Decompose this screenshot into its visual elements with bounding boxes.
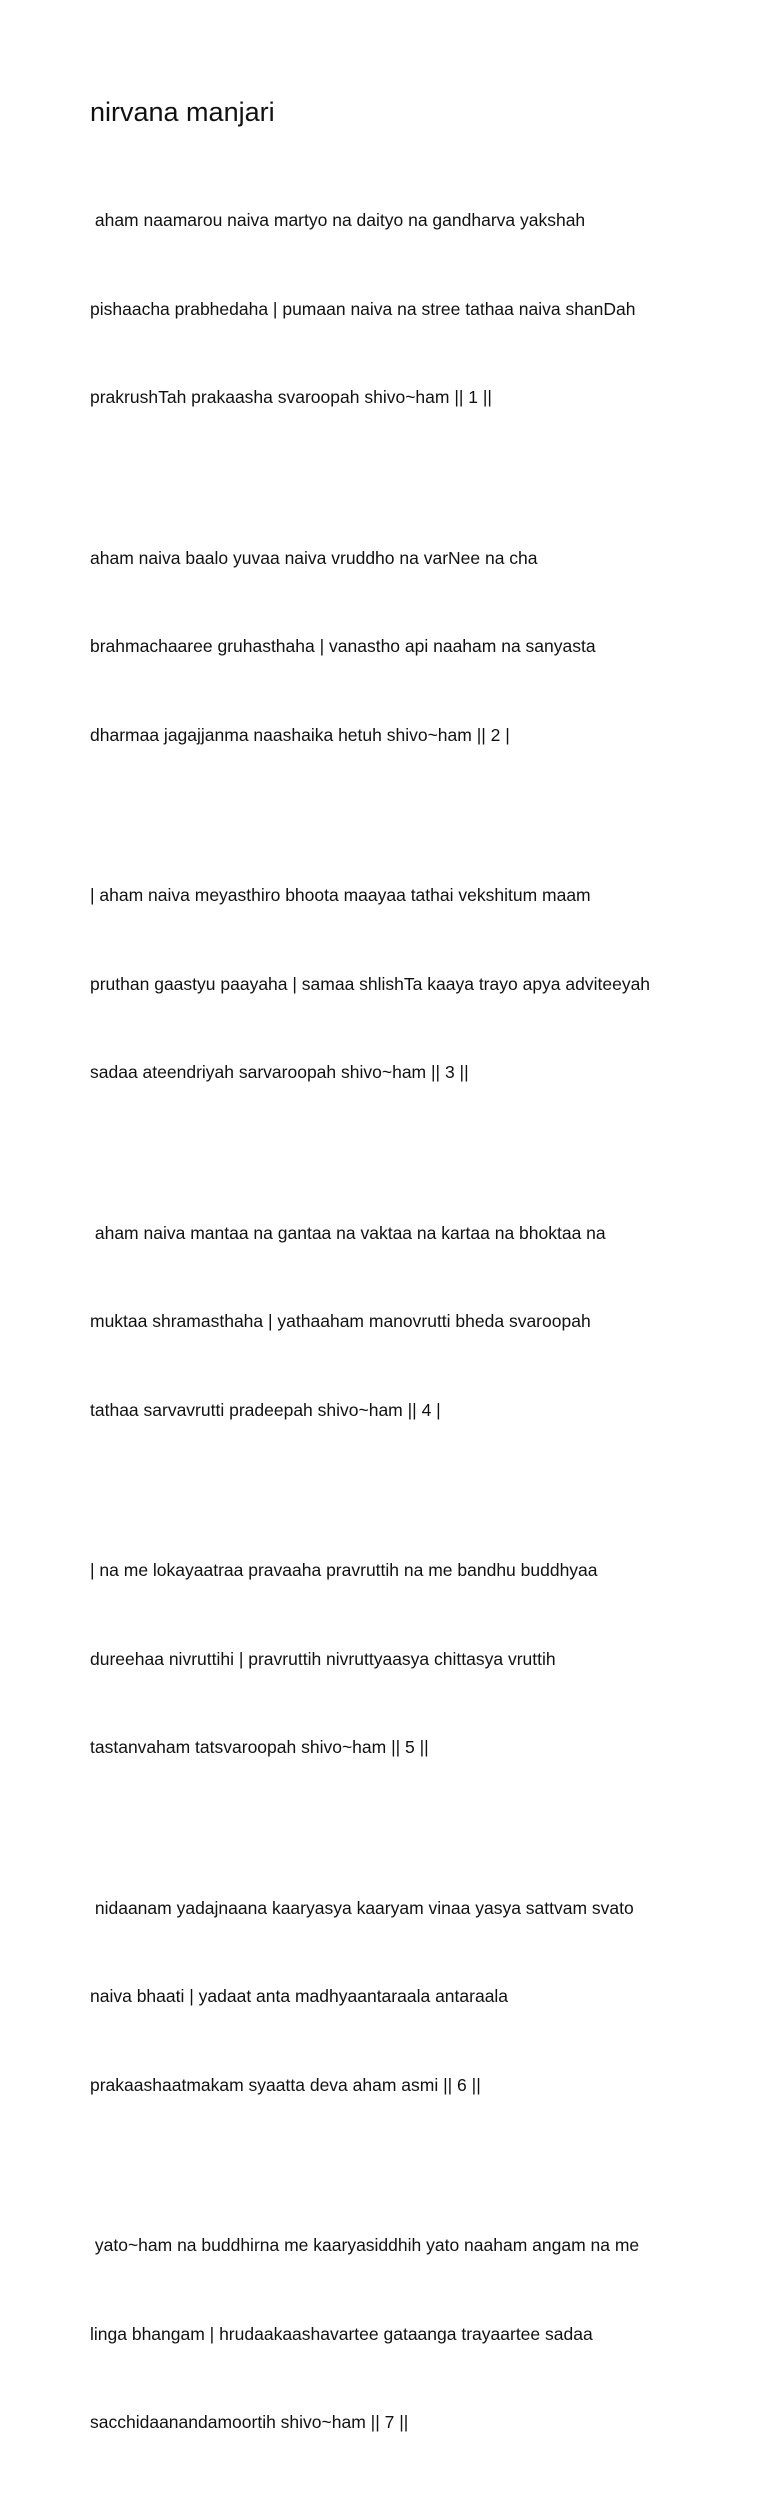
verse-line: | aham naiva meyasthiro bhoota maayaa tathai vekshitum maam	[90, 885, 591, 905]
verse-paragraph	[90, 2172, 690, 2497]
verse-line: aham naiva mantaa na gantaa na vaktaa na kartaa na bhoktaa na	[90, 1222, 606, 1243]
verse-line: nidaanam yadajnaana kaaryasya kaaryam vinaa yasya sattvam svato	[90, 1897, 634, 1918]
verse-line: pruthan gaastyu paayaha | samaa shlishTa kaaya trayo apya adviteeyah	[90, 973, 651, 994]
verse-paragraph	[90, 485, 690, 810]
verse-line: tastanvaham tatsvaroopah shivo~ham || 5 ||	[90, 1737, 429, 1757]
document-page	[90, 94, 690, 2510]
verse-line: muktaa shramasthaha | yathaaham manovrutti bheda svaroopah	[90, 1311, 591, 1331]
verse-line: prakrushTah prakaasha svaroopah shivo~ham || 1 ||	[90, 387, 492, 407]
verse-paragraph	[90, 147, 690, 472]
verse-line: tathaa sarvavrutti pradeepah shivo~ham || 4 |	[90, 1399, 441, 1420]
verse-paragraph	[90, 822, 690, 1147]
verse-paragraph	[90, 1835, 690, 2160]
verse-paragraph	[90, 1160, 690, 1485]
verse-line: | na me lokayaatraa pravaaha pravruttih na me bandhu buddhyaa	[90, 1560, 598, 1580]
verse-line: linga bhangam | hrudaakaashavartee gataanga trayaartee sadaa	[90, 2323, 593, 2344]
verse-line: aham naiva baalo yuvaa naiva vruddho na varNee na cha	[90, 547, 538, 568]
verse-paragraph	[90, 1497, 690, 1822]
verse-line: brahmachaaree gruhasthaha | vanastho api naaham na sanyasta	[90, 636, 596, 656]
verse-line: pishaacha prabhedaha | pumaan naiva na stree tathaa naiva shanDah	[90, 298, 636, 319]
verse-line: sadaa ateendriyah sarvaroopah shivo~ham || 3 ||	[90, 1062, 469, 1082]
document-title: nirvana manjari	[90, 97, 275, 127]
verse-line: yato~ham na buddhirna me kaaryasiddhih yato naaham angam na me	[90, 2235, 640, 2255]
verse-line: dharmaa jagajjanma naashaika hetuh shivo~ham || 2 |	[90, 724, 510, 745]
verse-line: prakaashaatmakam syaatta deva aham asmi || 6 ||	[90, 2074, 481, 2095]
verse-line: aham naamarou naiva martyo na daityo na gandharva yakshah	[90, 210, 586, 230]
verse-line: sacchidaanandamoortih shivo~ham || 7 ||	[90, 2412, 409, 2432]
verse-line: dureehaa nivruttihi | pravruttih nivruttyaasya chittasya vruttih	[90, 1648, 556, 1669]
verse-line: naiva bhaati | yadaat anta madhyaantaraala antaraala	[90, 1986, 509, 2006]
